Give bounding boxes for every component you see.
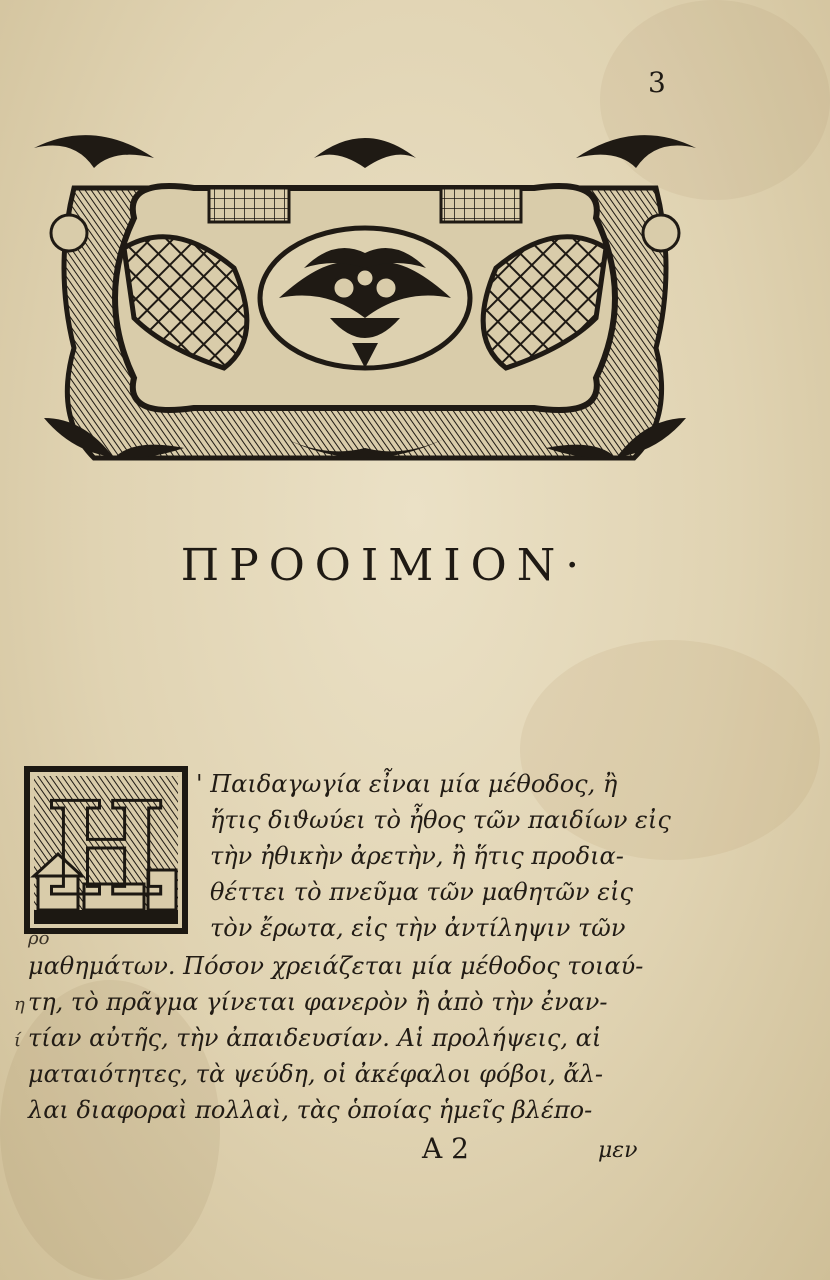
initial-letter: Η (45, 775, 167, 925)
text-line: λαι διαφοραὶ πολλαὶ, τὰς ὁποίας ἡμεῖς βλέπο- (28, 1096, 593, 1124)
chapter-title: ΠΡΟΟΙΜΙΟΝ· (180, 540, 590, 591)
margin-note: ί (14, 1030, 22, 1051)
decorated-initial (24, 766, 188, 934)
margin-note: η (14, 994, 25, 1015)
margin-note: ρο (28, 928, 50, 949)
text-line: ' Παιδαγωγία εἶναι μία μέθοδος, ἢ (196, 770, 618, 798)
text-line: ματαιότητες, τὰ ψεύδη, οἱ ἀκέφαλοι φόβοι, ἄλ- (28, 1060, 603, 1088)
signature-mark: Α 2 (422, 1132, 469, 1165)
page-number: 3 (648, 66, 666, 99)
catchword: μεν (598, 1138, 638, 1163)
text-line: θέττει τὸ πνεῦμα τῶν μαθητῶν εἰς (210, 878, 633, 906)
text-line: μαθημάτων. Πόσον χρειάζεται μία μέθοδος τοιαύ- (28, 952, 644, 980)
text-line: τὸν ἔρωτα, εἰς τὴν ἀντίληψιν τῶν (210, 914, 626, 942)
text-line: ἥτις διϑωύει τὸ ἦθος τῶν παιδίων εἰς (210, 806, 671, 834)
text-line: τη, τὸ πρᾶγμα γίνεται φανερὸν ἢ ἀπὸ τὴν ἐναν- (28, 988, 608, 1016)
text-line: τὴν ἠθικὴν ἀρετὴν, ἢ ἥτις προδια- (210, 842, 624, 870)
text-line: τίαν αὐτῆς, τὴν ἀπαιδευσίαν. Αἱ προλήψεις, αἱ (28, 1024, 602, 1052)
ornamental-headpiece (34, 118, 696, 488)
